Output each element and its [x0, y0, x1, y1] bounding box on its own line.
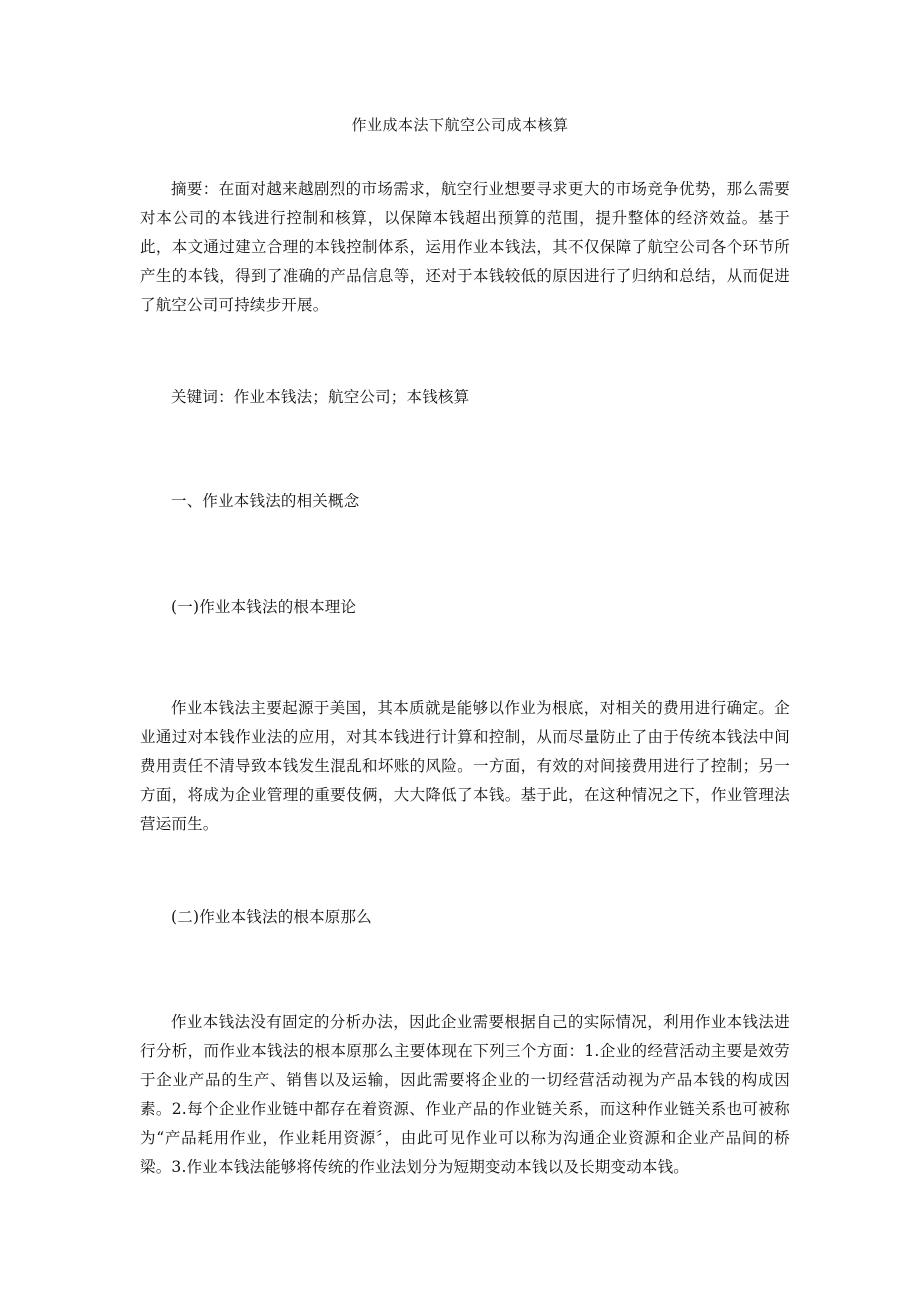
document-title: 作业成本法下航空公司成本核算	[351, 116, 569, 134]
subsection-2-paragraph: 作业本钱法没有固定的分析办法，因此企业需要根据自己的实际情况，利用作业本钱法进行分析，而作业本钱法的根本原那么主要体现在下列三个方面：1.企业的经营活动主要是效劳于企业产品的生产、销售以及运输，因此需要将企业的一切经营活动视为产品本钱的构成因素。2.每个企业作业链中都存在着资源、作业产品的作业链关系，而这种作业链关系也可被称为“产品耗用作业，作业耗用资源〞，由此可见作业可以称为沟通企业资源和企业产品间的桥梁。3.作业本钱法能够将传统的作业法划分为短期变动本钱以及长期变动本钱。	[140, 1013, 790, 1176]
subsection-heading-2: (二)作业本钱法的根本原那么	[171, 908, 372, 926]
abstract-paragraph: 摘要：在面对越来越剧烈的市场需求，航空行业想要寻求更大的市场竞争优势，那么需要对本公司的本钱进行控制和核算，以保障本钱超出预算的范围，提升整体的经济效益。基于此，本文通过建立合理的本钱控制体系，运用作业本钱法，其不仅保障了航空公司各个环节所产生的本钱，得到了准确的产品信息等，还对于本钱较低的原因进行了归纳和总结，从而促进了航空公司可持续步开展。	[140, 180, 790, 314]
subsection-1-paragraph: 作业本钱法主要起源于美国，其本质就是能够以作业为根底，对相关的费用进行确定。企业通过对本钱作业法的应用，对其本钱进行计算和控制，从而尽量防止了由于传统本钱法中间费用责任不清导致本钱发生混乱和坏账的风险。一方面，有效的对间接费用进行了控制；另一方面，将成为企业管理的重要伎俩，大大降低了本钱。基于此，在这种情况之下，作业管理法营运而生。	[140, 699, 790, 833]
subsection-heading-1: (一)作业本钱法的根本理论	[171, 598, 357, 616]
keywords-line: 关键词：作业本钱法；航空公司；本钱核算	[171, 388, 470, 406]
section-heading-1: 一、作业本钱法的相关概念	[171, 492, 360, 510]
